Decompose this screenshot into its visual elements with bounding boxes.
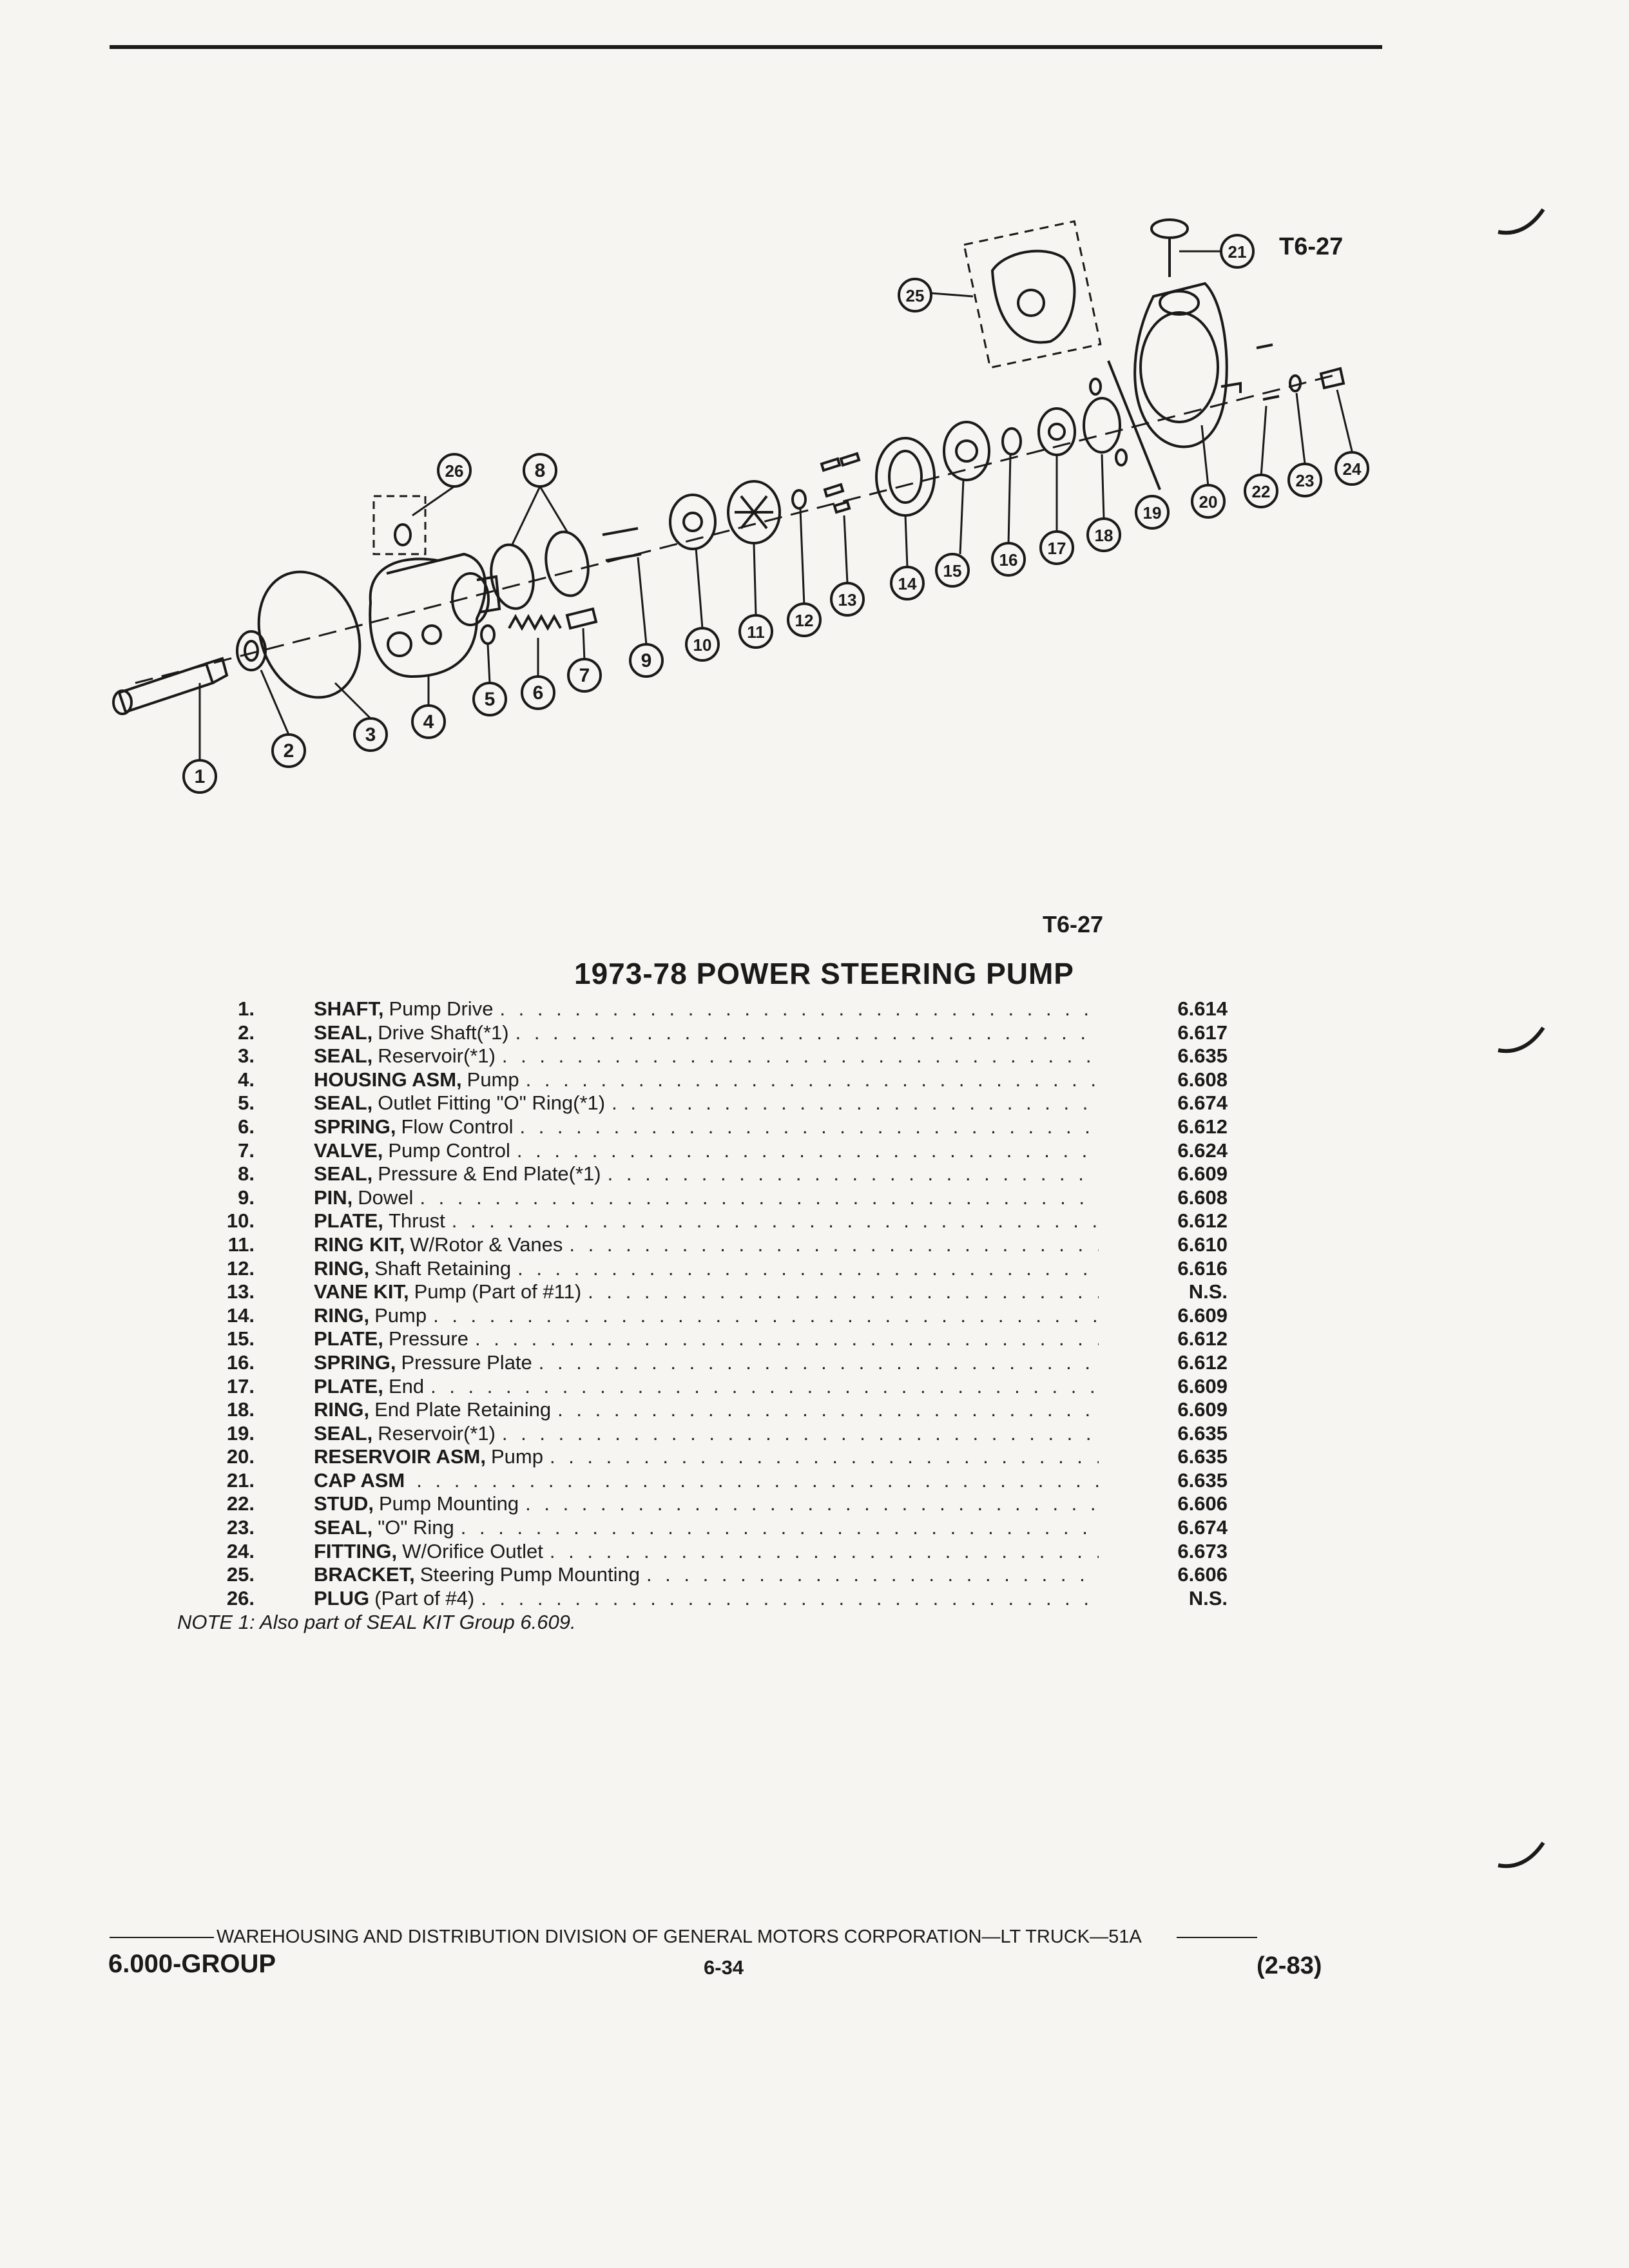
part-row bbox=[164, 1209, 1234, 1233]
part-detail bbox=[405, 1469, 410, 1492]
callout-25: 25 bbox=[905, 286, 925, 305]
part-detail: Pump bbox=[374, 1303, 427, 1327]
leader-dots bbox=[445, 1209, 1099, 1233]
part-end-plate bbox=[1039, 408, 1075, 455]
part-detail: Pressure Plate bbox=[401, 1350, 532, 1374]
part-group-number: 6.612 bbox=[1177, 1350, 1228, 1374]
part-name: VANE KIT, bbox=[314, 1280, 409, 1303]
part-detail: W/Rotor & Vanes bbox=[410, 1233, 563, 1256]
part-name: RING, bbox=[314, 1303, 370, 1327]
part-group-number: 6.612 bbox=[1177, 1115, 1228, 1138]
part-row bbox=[164, 1327, 1234, 1351]
leader-dots bbox=[496, 1044, 1099, 1068]
callout-15: 15 bbox=[943, 561, 962, 581]
footer-rule-left bbox=[110, 1937, 214, 1938]
part-number: 14. bbox=[226, 1303, 255, 1327]
leader-dots bbox=[519, 1068, 1099, 1091]
callout-14: 14 bbox=[898, 574, 917, 593]
leader-dots bbox=[493, 997, 1099, 1021]
part-pressure-plate-spring bbox=[1003, 428, 1021, 454]
callout-3: 3 bbox=[365, 724, 376, 745]
part-number: 15. bbox=[226, 1327, 255, 1350]
parts-list bbox=[164, 997, 1234, 1610]
footer-publisher bbox=[110, 1927, 1347, 1948]
part-detail: Pump Drive bbox=[389, 997, 494, 1020]
part-number: 12. bbox=[226, 1256, 255, 1280]
footer-publisher-text: WAREHOUSING AND DISTRIBUTION DIVISION OF GENERAL MOTORS CORPORATION—LT TRUCK—51A bbox=[217, 1927, 1142, 1947]
part-group-number: 6.612 bbox=[1177, 1327, 1228, 1350]
part-row bbox=[164, 997, 1234, 1021]
part-group-number: 6.635 bbox=[1177, 1044, 1228, 1068]
footer-group: 6.000-GROUP bbox=[108, 1950, 276, 1978]
part-name: VALVE, bbox=[314, 1139, 383, 1162]
leader-dots bbox=[543, 1445, 1099, 1468]
footer-rule-right bbox=[1177, 1937, 1257, 1938]
part-number: 22. bbox=[226, 1492, 255, 1515]
part-group-number: 6.609 bbox=[1177, 1162, 1228, 1186]
part-description bbox=[314, 1327, 1099, 1350]
part-row bbox=[164, 1115, 1234, 1139]
part-number: 10. bbox=[226, 1209, 255, 1233]
part-detail: Thrust bbox=[388, 1209, 445, 1233]
part-group-number: 6.609 bbox=[1177, 1374, 1228, 1398]
callout-18: 18 bbox=[1094, 526, 1113, 545]
part-detail: Reservoir(*1) bbox=[378, 1421, 496, 1445]
leader-dots bbox=[413, 1186, 1099, 1209]
part-pressure-seal-b bbox=[541, 528, 593, 599]
part-detail: Flow Control bbox=[401, 1115, 514, 1138]
part-group-number: 6.673 bbox=[1177, 1539, 1228, 1562]
part-group-number: 6.616 bbox=[1177, 1256, 1228, 1280]
part-group-number: N.S. bbox=[1188, 1280, 1228, 1303]
part-row bbox=[164, 1540, 1234, 1564]
part-name: RING KIT, bbox=[314, 1233, 405, 1256]
part-name: STUD, bbox=[314, 1492, 374, 1515]
part-end-plate-ring bbox=[1084, 398, 1120, 452]
part-cap bbox=[1152, 220, 1188, 277]
leader-dots bbox=[468, 1327, 1099, 1350]
part-number: 20. bbox=[226, 1445, 255, 1468]
part-row bbox=[164, 1563, 1234, 1587]
leader-dots bbox=[424, 1375, 1099, 1398]
part-row bbox=[164, 1587, 1234, 1611]
part-detail: Pump bbox=[491, 1445, 543, 1468]
part-row bbox=[164, 1139, 1234, 1163]
part-name: SEAL, bbox=[314, 1021, 373, 1044]
part-detail: End bbox=[388, 1374, 425, 1398]
part-number: 4. bbox=[238, 1068, 255, 1091]
part-detail: W/Orifice Outlet bbox=[402, 1539, 543, 1562]
part-detail: Pressure & End Plate(*1) bbox=[378, 1162, 601, 1186]
leader-dots bbox=[496, 1422, 1099, 1445]
part-number: 7. bbox=[238, 1139, 255, 1162]
part-row bbox=[164, 1091, 1234, 1115]
part-name: PLATE, bbox=[314, 1209, 383, 1233]
part-description bbox=[314, 1091, 1099, 1115]
binder-tab-mark bbox=[1495, 1840, 1547, 1878]
part-group-number: 6.624 bbox=[1177, 1139, 1228, 1162]
part-detail: End Plate Retaining bbox=[374, 1398, 552, 1421]
part-name: SEAL, bbox=[314, 1421, 373, 1445]
part-group-number: 6.609 bbox=[1177, 1398, 1228, 1421]
part-detail: Pump Mounting bbox=[379, 1492, 519, 1515]
part-shaft bbox=[113, 658, 227, 714]
part-detail: Pump (Part of #11) bbox=[414, 1280, 582, 1303]
part-description bbox=[314, 1304, 1099, 1327]
part-number: 26. bbox=[226, 1586, 255, 1610]
part-name: HOUSING ASM, bbox=[314, 1068, 462, 1091]
part-group-number: 6.635 bbox=[1177, 1421, 1228, 1445]
callout-17: 17 bbox=[1047, 539, 1066, 558]
part-number: 9. bbox=[238, 1186, 255, 1209]
part-name: RING, bbox=[314, 1398, 370, 1421]
part-number: 1. bbox=[238, 997, 255, 1020]
part-group-number: 6.609 bbox=[1177, 1303, 1228, 1327]
leader-dots bbox=[427, 1304, 1099, 1327]
part-reservoir bbox=[1135, 284, 1240, 447]
part-row bbox=[164, 1280, 1234, 1304]
part-row bbox=[164, 1304, 1234, 1328]
part-row bbox=[164, 1516, 1234, 1540]
part-name: SEAL, bbox=[314, 1091, 373, 1115]
leader-dots bbox=[513, 1115, 1099, 1139]
part-number: 25. bbox=[226, 1563, 255, 1586]
part-description bbox=[314, 1351, 1099, 1374]
callout-2: 2 bbox=[283, 740, 294, 762]
part-number: 3. bbox=[238, 1044, 255, 1068]
part-name: PLUG bbox=[314, 1586, 370, 1610]
callout-16: 16 bbox=[999, 550, 1018, 570]
part-name: PLATE, bbox=[314, 1374, 383, 1398]
part-name: PIN, bbox=[314, 1186, 353, 1209]
binder-tab-mark bbox=[1495, 206, 1547, 245]
part-name: SHAFT, bbox=[314, 997, 384, 1020]
part-number: 16. bbox=[226, 1350, 255, 1374]
leader-dots bbox=[551, 1398, 1099, 1421]
part-number: 19. bbox=[226, 1421, 255, 1445]
callout-5: 5 bbox=[484, 689, 496, 710]
part-description bbox=[314, 1516, 1099, 1539]
callout-12: 12 bbox=[795, 611, 814, 630]
part-row bbox=[164, 1422, 1234, 1446]
callout-26: 26 bbox=[445, 461, 464, 481]
part-description bbox=[314, 1115, 1099, 1139]
part-description bbox=[314, 1375, 1099, 1398]
part-detail: Pump Control bbox=[388, 1139, 510, 1162]
part-name: SEAL, bbox=[314, 1516, 373, 1539]
callout-13: 13 bbox=[838, 590, 857, 610]
part-housing bbox=[370, 554, 499, 677]
leader-dots bbox=[601, 1162, 1099, 1186]
part-description bbox=[314, 1044, 1099, 1068]
callout-6: 6 bbox=[532, 682, 544, 704]
part-group-number: 6.635 bbox=[1177, 1445, 1228, 1468]
callout-8: 8 bbox=[534, 460, 546, 481]
part-description bbox=[314, 1280, 1099, 1303]
callout-23: 23 bbox=[1295, 471, 1315, 490]
part-row bbox=[164, 1068, 1234, 1092]
part-row bbox=[164, 1375, 1234, 1399]
part-row bbox=[164, 1469, 1234, 1493]
part-number: 2. bbox=[238, 1021, 255, 1044]
leader-dots bbox=[640, 1563, 1099, 1586]
part-row bbox=[164, 1445, 1234, 1469]
leader-dots bbox=[605, 1091, 1099, 1115]
part-row bbox=[164, 1233, 1234, 1257]
callout-22: 22 bbox=[1251, 482, 1271, 501]
part-number: 6. bbox=[238, 1115, 255, 1138]
part-number: 5. bbox=[238, 1091, 255, 1115]
leader-dots bbox=[532, 1351, 1099, 1374]
part-detail: Reservoir(*1) bbox=[378, 1044, 496, 1068]
footnote: NOTE 1: Also part of SEAL KIT Group 6.609. bbox=[177, 1611, 576, 1633]
part-row bbox=[164, 1021, 1234, 1045]
callout-10: 10 bbox=[693, 635, 712, 655]
part-flow-control-spring bbox=[509, 617, 561, 628]
figure-ref-top: T6-27 bbox=[1279, 233, 1344, 260]
leader-dots bbox=[454, 1516, 1099, 1539]
leader-dots bbox=[511, 1257, 1099, 1280]
part-detail: Steering Pump Mounting bbox=[419, 1563, 640, 1586]
part-name: SEAL, bbox=[314, 1044, 373, 1068]
part-number: 8. bbox=[238, 1162, 255, 1186]
part-name: PLATE, bbox=[314, 1327, 383, 1350]
part-description bbox=[314, 1563, 1099, 1586]
part-group-number: 6.606 bbox=[1177, 1492, 1228, 1515]
page-number: 6-34 bbox=[704, 1956, 744, 1979]
figure-ref: T6-27 bbox=[1043, 911, 1104, 937]
part-description bbox=[314, 1162, 1099, 1186]
part-detail: Outlet Fitting "O" Ring(*1) bbox=[378, 1091, 606, 1115]
part-number: 11. bbox=[227, 1233, 255, 1256]
footer-date: (2-83) bbox=[1257, 1952, 1322, 1979]
leader-dots bbox=[543, 1540, 1099, 1563]
part-detail: Pressure bbox=[388, 1327, 468, 1350]
exploded-view-diagram bbox=[0, 0, 1629, 902]
part-group-number: 6.617 bbox=[1177, 1021, 1228, 1044]
part-detail: (Part of #4) bbox=[374, 1586, 475, 1610]
part-vanes bbox=[822, 454, 859, 512]
part-group-number: 6.635 bbox=[1177, 1468, 1228, 1492]
part-group-number: N.S. bbox=[1188, 1586, 1228, 1610]
page-title: 1973-78 POWER STEERING PUMP bbox=[574, 957, 1074, 990]
part-name: RING, bbox=[314, 1256, 370, 1280]
part-name: SPRING, bbox=[314, 1350, 396, 1374]
callout-24: 24 bbox=[1342, 459, 1362, 479]
part-detail: Pump bbox=[467, 1068, 519, 1091]
part-pressure-plate bbox=[944, 422, 989, 480]
part-description bbox=[314, 1492, 1099, 1515]
part-detail: Drive Shaft(*1) bbox=[378, 1021, 509, 1044]
part-name: CAP ASM bbox=[314, 1468, 405, 1492]
part-description bbox=[314, 1445, 1099, 1468]
part-description bbox=[314, 1186, 1099, 1209]
part-group-number: 6.614 bbox=[1177, 997, 1228, 1020]
part-name: SPRING, bbox=[314, 1115, 396, 1138]
callout-19: 19 bbox=[1142, 503, 1162, 523]
part-description bbox=[314, 1139, 1099, 1162]
callout-20: 20 bbox=[1199, 492, 1218, 512]
part-description bbox=[314, 1021, 1099, 1044]
callout-1: 1 bbox=[194, 766, 206, 787]
part-group-number: 6.610 bbox=[1177, 1233, 1228, 1256]
leader-dots bbox=[410, 1469, 1099, 1492]
leader-dots bbox=[474, 1587, 1099, 1610]
part-row bbox=[164, 1044, 1234, 1068]
part-detail: Dowel bbox=[358, 1186, 414, 1209]
leader-dots bbox=[519, 1492, 1099, 1515]
part-name: FITTING, bbox=[314, 1539, 398, 1562]
callout-9: 9 bbox=[641, 650, 652, 671]
part-description bbox=[314, 1469, 1099, 1492]
callout-7: 7 bbox=[579, 665, 590, 686]
leader-dots bbox=[563, 1233, 1099, 1256]
callout-4: 4 bbox=[423, 711, 434, 733]
part-description bbox=[314, 1257, 1099, 1280]
part-number: 17. bbox=[226, 1374, 255, 1398]
part-row bbox=[164, 1351, 1234, 1375]
part-description bbox=[314, 1209, 1099, 1233]
callout-21: 21 bbox=[1228, 242, 1247, 262]
part-group-number: 6.674 bbox=[1177, 1091, 1228, 1115]
part-group-number: 6.608 bbox=[1177, 1068, 1228, 1091]
leader-dots bbox=[509, 1021, 1099, 1044]
part-name: BRACKET, bbox=[314, 1563, 415, 1586]
part-number: 24. bbox=[226, 1539, 255, 1562]
part-detail: "O" Ring bbox=[378, 1516, 454, 1539]
part-outlet-o-ring bbox=[481, 626, 494, 644]
part-number: 13. bbox=[226, 1280, 255, 1303]
part-group-number: 6.608 bbox=[1177, 1186, 1228, 1209]
part-description bbox=[314, 1068, 1099, 1091]
part-description bbox=[314, 1233, 1099, 1256]
part-row bbox=[164, 1398, 1234, 1422]
part-name: RESERVOIR ASM, bbox=[314, 1445, 486, 1468]
part-description bbox=[314, 1540, 1099, 1563]
part-reservoir-seal-large bbox=[242, 557, 376, 711]
part-group-number: 6.674 bbox=[1177, 1516, 1228, 1539]
part-description bbox=[314, 1398, 1099, 1421]
callout-11: 11 bbox=[747, 622, 765, 642]
binder-tab-mark bbox=[1495, 1024, 1547, 1063]
part-detail: Shaft Retaining bbox=[374, 1256, 512, 1280]
part-number: 18. bbox=[226, 1398, 255, 1421]
part-name: SEAL, bbox=[314, 1162, 373, 1186]
part-group-number: 6.606 bbox=[1177, 1563, 1228, 1586]
leader-dots bbox=[510, 1139, 1099, 1162]
part-number: 23. bbox=[226, 1516, 255, 1539]
part-shaft-retaining-ring bbox=[793, 490, 805, 508]
part-pump-control-valve bbox=[567, 609, 596, 628]
leader-dots bbox=[581, 1280, 1099, 1303]
part-number: 21. bbox=[226, 1468, 255, 1492]
part-description bbox=[314, 1587, 1099, 1610]
part-row bbox=[164, 1186, 1234, 1210]
part-row bbox=[164, 1257, 1234, 1281]
part-row bbox=[164, 1162, 1234, 1186]
part-description bbox=[314, 1422, 1099, 1445]
part-row bbox=[164, 1492, 1234, 1516]
part-description bbox=[314, 997, 1099, 1021]
part-group-number: 6.612 bbox=[1177, 1209, 1228, 1233]
